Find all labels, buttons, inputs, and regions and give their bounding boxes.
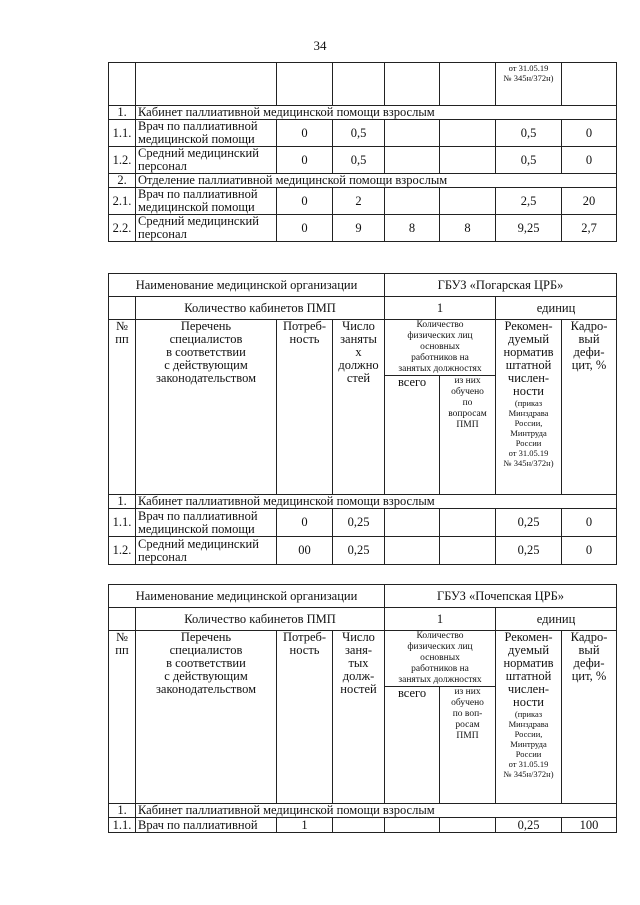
total-value [385, 147, 440, 174]
rates-value: 0,5 [333, 147, 385, 174]
section-number: 1. [109, 804, 136, 818]
section-row [109, 804, 617, 818]
col-header-need: Потреб- ность [277, 631, 333, 804]
org-row [109, 585, 617, 608]
cabinets-label: Количество кабинетов ПМП [136, 608, 385, 631]
table-row [109, 120, 617, 147]
trained-value [440, 147, 496, 174]
trained-value: 8 [440, 215, 496, 242]
cabinets-row [109, 297, 617, 320]
col-header-total: всего [385, 687, 440, 804]
section-number: 2. [109, 174, 136, 188]
specialist-name: Средний медицинский персонал [136, 215, 277, 242]
rates-value: 0,25 [333, 537, 385, 565]
norm-value: 2,5 [496, 188, 562, 215]
header-tail-row [109, 63, 617, 106]
specialist-name: Средний медицинский персонал [136, 537, 277, 565]
norm-value: 0,25 [496, 818, 562, 833]
specialist-name: Врач по паллиативной медицинской помощи [136, 188, 277, 215]
table-row [109, 818, 617, 833]
norm-value: 0,5 [496, 147, 562, 174]
cabinets-value: 1 [385, 297, 496, 320]
col-header-norm [496, 320, 562, 495]
section-row [109, 106, 617, 120]
trained-value [440, 188, 496, 215]
row-number: 1.2. [109, 537, 136, 565]
deficit-value: 2,7 [562, 215, 617, 242]
section-number: 1. [109, 106, 136, 120]
cabinets-value: 1 [385, 608, 496, 631]
org-name: ГБУЗ «Почепская ЦРБ» [385, 585, 617, 608]
row-number: 1.1. [109, 509, 136, 537]
rates-value: 9 [333, 215, 385, 242]
row-number: 1.1. [109, 120, 136, 147]
col-header-deficit: Кадро- вый дефи- цит, % [562, 631, 617, 804]
total-value [385, 188, 440, 215]
col-header-number: № пп [109, 631, 136, 804]
need-value: 0 [277, 509, 333, 537]
specialist-name: Средний медицинский персонал [136, 147, 277, 174]
rates-value: 0,5 [333, 120, 385, 147]
row-number: 1.1. [109, 818, 136, 833]
table-row [109, 215, 617, 242]
table-row [109, 147, 617, 174]
deficit-value: 0 [562, 120, 617, 147]
org-row [109, 274, 617, 297]
specialist-name: Врач по паллиативной [136, 818, 277, 833]
col-header-need: Потреб- ность [277, 320, 333, 495]
norm-value: 9,25 [496, 215, 562, 242]
norm-value: 0,25 [496, 509, 562, 537]
rates-value: 0,25 [333, 509, 385, 537]
page-number: 34 [313, 38, 327, 53]
section-title: Кабинет паллиативной медицинской помощи взрослым [136, 495, 617, 509]
col-header-trained: из них обучено по воп- росам ПМП [440, 687, 496, 804]
col-header-number: № пп [109, 320, 136, 495]
trained-value [440, 818, 496, 833]
section-title: Кабинет паллиативной медицинской помощи взрослым [136, 106, 617, 120]
deficit-value: 0 [562, 537, 617, 565]
norm-header-text: Рекомен- дуемый норматив штатной числен- ности [503, 319, 554, 398]
deficit-value: 100 [562, 818, 617, 833]
header-row [109, 320, 617, 376]
cabinets-label: Количество кабинетов ПМП [136, 297, 385, 320]
norm-value: 0,25 [496, 537, 562, 565]
norm-header-note: (приказ Минздрава России, Минтруда России от 31.05.19 № 345н/372н) [503, 709, 554, 779]
specialist-name: Врач по паллиативной медицинской помощи [136, 509, 277, 537]
col-header-rates: Число заняты х должно стей [333, 320, 385, 495]
total-value [385, 120, 440, 147]
order-reference: от 31.05.19 № 345н/372н) [496, 63, 562, 106]
trained-value [440, 509, 496, 537]
need-value: 0 [277, 120, 333, 147]
col-header-physical: Количество физических лиц основных работников на занятых должностях [385, 631, 496, 687]
col-header-norm [496, 631, 562, 804]
norm-value: 0,5 [496, 120, 562, 147]
deficit-value: 0 [562, 509, 617, 537]
rates-value: 2 [333, 188, 385, 215]
table-row [109, 537, 617, 565]
table-row [109, 188, 617, 215]
row-number: 2.2. [109, 215, 136, 242]
staffing-table-pochepskaya [108, 584, 617, 833]
org-label: Наименование медицинской организации [109, 274, 385, 297]
deficit-value: 0 [562, 147, 617, 174]
need-value: 0 [277, 188, 333, 215]
org-label: Наименование медицинской организации [109, 585, 385, 608]
norm-header-note: (приказ Минздрава России, Минтруда России от 31.05.19 № 345н/372н) [503, 398, 554, 468]
row-number: 2.1. [109, 188, 136, 215]
unit-label: единиц [496, 608, 617, 631]
total-value [385, 818, 440, 833]
col-header-rates: Число заня- тых долж- ностей [333, 631, 385, 804]
section-row [109, 495, 617, 509]
col-header-specialists: Перечень специалистов в соответствии с действующим законодательством [136, 631, 277, 804]
org-name: ГБУЗ «Погарская ЦРБ» [385, 274, 617, 297]
total-value [385, 537, 440, 565]
trained-value [440, 120, 496, 147]
trained-value [440, 537, 496, 565]
total-value: 8 [385, 215, 440, 242]
table-row [109, 509, 617, 537]
staffing-table-continued [108, 62, 617, 242]
header-row [109, 631, 617, 687]
section-title: Отделение паллиативной медицинской помощи взрослым [136, 174, 617, 188]
need-value: 0 [277, 215, 333, 242]
col-header-deficit: Кадро- вый дефи- цит, % [562, 320, 617, 495]
total-value [385, 509, 440, 537]
col-header-trained: из них обучено по вопросам ПМП [440, 376, 496, 495]
col-header-total: всего [385, 376, 440, 495]
norm-header-text: Рекомен- дуемый норматив штатной числен- ности [503, 630, 554, 709]
specialist-name: Врач по паллиативной медицинской помощи [136, 120, 277, 147]
cabinets-row [109, 608, 617, 631]
unit-label: единиц [496, 297, 617, 320]
row-number: 1.2. [109, 147, 136, 174]
section-title: Кабинет паллиативной медицинской помощи взрослым [136, 804, 617, 818]
deficit-value: 20 [562, 188, 617, 215]
need-value: 1 [277, 818, 333, 833]
section-row [109, 174, 617, 188]
rates-value [333, 818, 385, 833]
col-header-specialists: Перечень специалистов в соответствии с действующим законодательством [136, 320, 277, 495]
need-value: 00 [277, 537, 333, 565]
section-number: 1. [109, 495, 136, 509]
need-value: 0 [277, 147, 333, 174]
col-header-physical: Количество физических лиц основных работников на занятых должностях [385, 320, 496, 376]
staffing-table-pogarskaya [108, 273, 617, 565]
